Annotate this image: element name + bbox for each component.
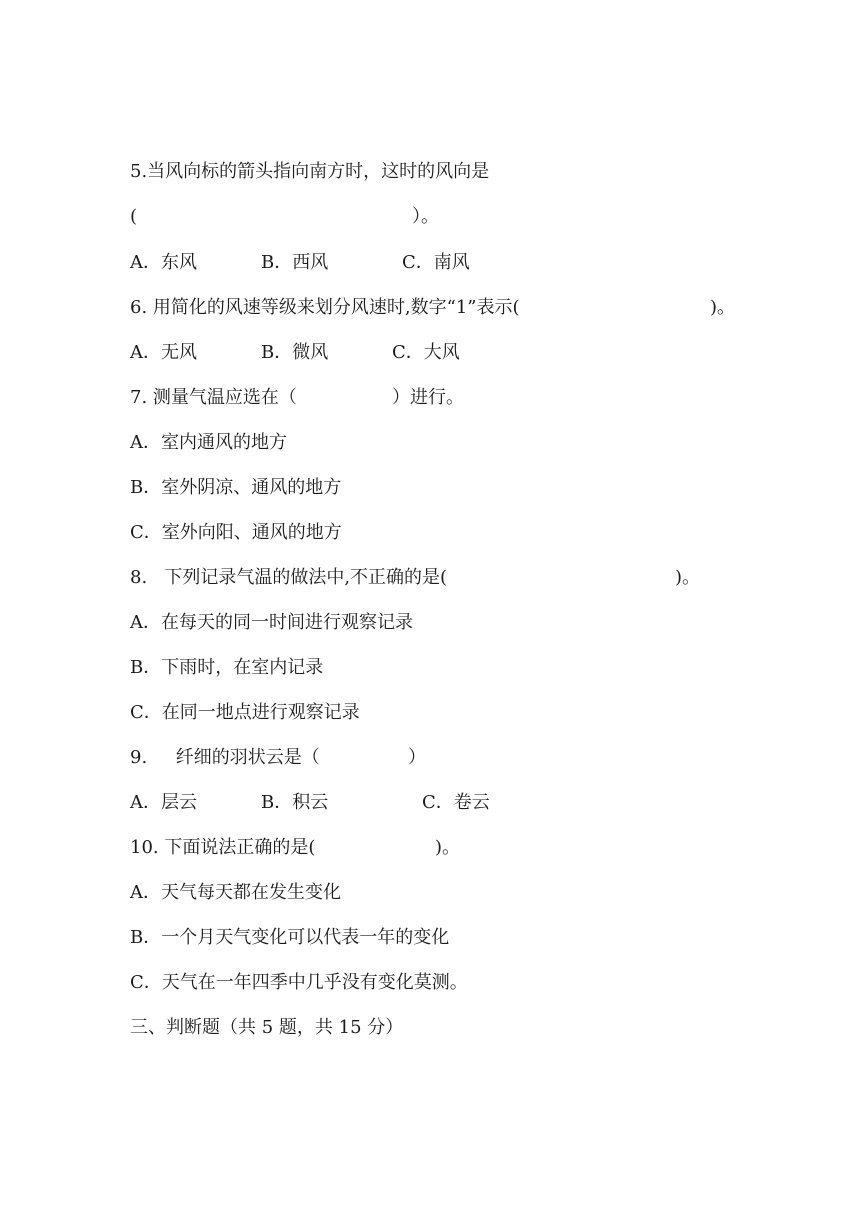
- question-8-option-c-text: C．在同一地点进行观察记录: [130, 702, 360, 723]
- question-10-close-paren: )。: [435, 837, 461, 858]
- question-9-option-b: B．积云: [261, 792, 329, 813]
- question-9-text: 9. 纤细的羽状云是（: [130, 747, 320, 768]
- section-3-heading-text: 三、判断题（共 5 题，共 15 分）: [130, 1017, 404, 1038]
- question-7-option-a-text: A．室内通风的地方: [130, 432, 287, 453]
- question-7-option-c-text: C．室外向阳、通风的地方: [130, 522, 342, 543]
- question-10-option-a-text: A．天气每天都在发生变化: [130, 882, 341, 903]
- question-9-close-paren: ）: [408, 747, 426, 768]
- question-8-option-a-text: A．在每天的同一时间进行观察记录: [130, 612, 413, 633]
- question-5-option-c: C．南风: [402, 252, 470, 273]
- question-8-close-paren: )。: [675, 567, 701, 588]
- question-9-option-c: C．卷云: [422, 792, 490, 813]
- question-8-option-b-text: B．下雨时，在室内记录: [130, 657, 324, 678]
- question-10-option-c-text: C．天气在一年四季中几乎没有变化莫测。: [130, 972, 468, 993]
- question-5-option-a: A．东风: [130, 252, 197, 273]
- question-10-option-b-text: B．一个月天气变化可以代表一年的变化: [130, 927, 450, 948]
- question-6-option-c: C．大风: [392, 342, 460, 363]
- question-5-option-b: B．西风: [261, 252, 329, 273]
- question-6-text: 6. 用简化的风速等级来划分风速时,数字“1”表示(: [130, 297, 520, 318]
- question-5-text: 5.当风向标的箭头指向南方时，这时的风向是: [130, 161, 490, 182]
- question-6-close-paren: )。: [710, 297, 736, 318]
- question-10-text: 10. 下面说法正确的是(: [130, 837, 316, 858]
- question-7-text: 7. 测量气温应选在（: [130, 387, 297, 408]
- question-7-option-b-text: B．室外阴凉、通风的地方: [130, 477, 342, 498]
- question-5-open-paren: (: [130, 206, 138, 227]
- section-3-heading: [130, 1016, 404, 1088]
- question-6-option-b: B．微风: [261, 342, 329, 363]
- question-8-text: 8. 下列记录气温的做法中,不正确的是(: [130, 567, 448, 588]
- question-7-close-paren: ）进行。: [392, 387, 464, 408]
- question-6-option-a: A．无风: [130, 342, 197, 363]
- question-9-option-a: A．层云: [130, 792, 197, 813]
- question-5-close-paren: ）。: [412, 206, 439, 227]
